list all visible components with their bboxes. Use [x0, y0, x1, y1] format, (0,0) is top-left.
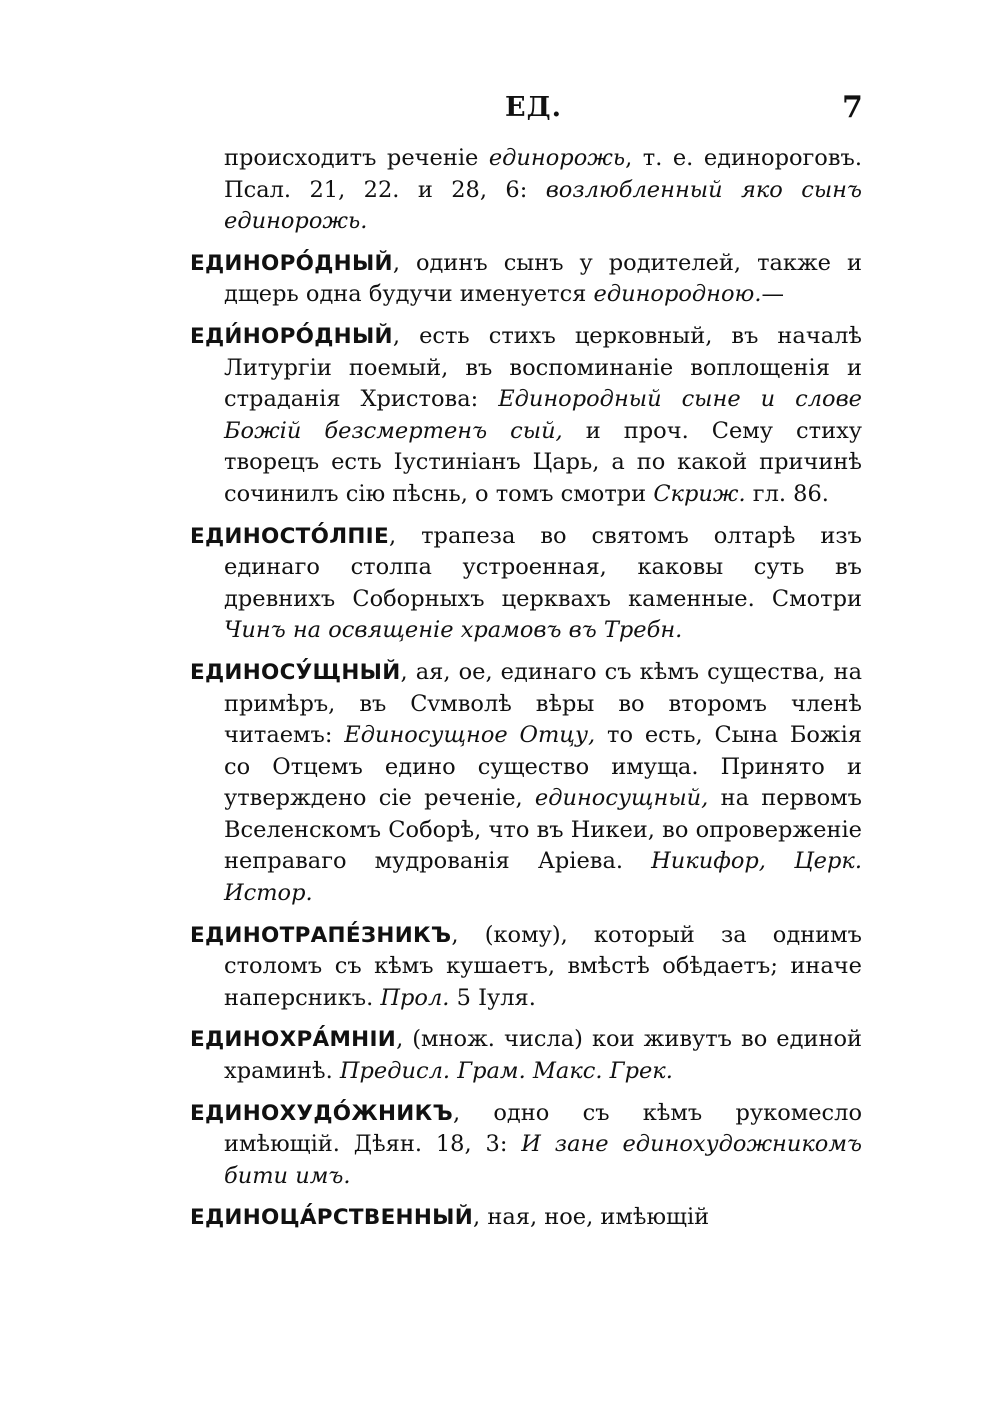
page-header — [0, 92, 1000, 132]
entry-text: на первомъ Вселенскомъ Соборѣ, что въ Никеи, во опроверженіе неправаго мудрованія Аріева. — [224, 785, 862, 875]
entry-headword: ЕДИНОХУДО́ЖНИКЪ — [190, 1100, 453, 1126]
entry-headword: ЕДИНОСТО́ЛПІЕ — [190, 523, 389, 549]
entry-citation: возлюбленный яко сынъ единорожь. — [224, 176, 862, 235]
entry-citation: Единородный сыне и слове Божій безсмертенъ сый, — [224, 386, 862, 444]
entry-citation: Единосущное Отцу, — [344, 722, 596, 749]
entry-text: , одно съ кѣмъ рукомесло имѣющій. Дѣян. 18, 3: — [224, 1099, 862, 1158]
entry-text: , одинъ сынъ у родителей, также и дщерь одна будучи именуется — [224, 249, 862, 308]
dictionary-entry — [190, 657, 862, 910]
running-head: ЕД. — [505, 92, 562, 123]
entry-citation: Скриж. — [653, 480, 746, 507]
dictionary-entry — [190, 248, 862, 311]
entry-text: , (множ. числа) кои живутъ во единой храминѣ. — [224, 1026, 862, 1085]
entry-text: гл. 86. — [745, 480, 829, 507]
entry-text: , ая, ое, единаго съ кѣмъ существа, на примѣръ, въ Сvмволѣ вѣры во второмъ членѣ читаемъ: — [224, 658, 862, 749]
page-number: 7 — [842, 90, 863, 125]
dictionary-entry — [190, 1024, 862, 1087]
dictionary-entry — [190, 920, 862, 1015]
dictionary-entry — [190, 1202, 862, 1234]
entry-headword: ЕДИНОСУ́ЩНЫЙ — [190, 659, 401, 685]
entry-text: , ная, ное, имѣющій — [473, 1204, 710, 1231]
entry-headword: ЕДИНОЦА́РСТВЕННЫЙ — [190, 1205, 474, 1231]
entry-citation: единородною. — [593, 281, 762, 308]
dictionary-entry — [190, 521, 862, 647]
entry-text: и проч. Сему стиху творецъ есть Іустиніанъ Царь, а по какой причинѣ сочинилъ сію пѣснь, о томъ смотри — [224, 417, 862, 507]
entry-citation: Прол. — [380, 984, 450, 1011]
entry-text: 5 Іуля. — [449, 984, 536, 1011]
entry-headword: ЕДИНОТРАПЕ́ЗНИКЪ — [190, 922, 452, 948]
dictionary-entry — [190, 1098, 862, 1193]
dictionary-entry — [190, 321, 862, 511]
entry-citation: Никифор, Церк. Истор. — [224, 848, 862, 907]
entry-headword: ЕДИ́НОРО́ДНЫЙ — [190, 323, 393, 349]
entry-citation: Чинъ на освященіе храмовъ въ Требн. — [224, 617, 683, 644]
entry-citation: Предисл. Грам. Макс. Грек. — [339, 1058, 673, 1085]
entry-headword: ЕДИНОРО́ДНЫЙ — [190, 250, 393, 276]
entry-text: происходитъ реченіе — [224, 145, 489, 171]
entry-text: , трапеза во святомъ олтарѣ изъ единаго столпа устроенная, каковы суть въ древнихъ Соборныхъ церквахъ каменные. Смотри — [224, 522, 862, 612]
entry-text: — — [761, 281, 784, 308]
entry-citation: И зане единохудожникомъ бити имъ. — [224, 1131, 862, 1189]
entry-text: , есть стихъ церковный, въ началѣ Литургіи поемый, въ воспоминаніе воплощенія и страданія Христова: — [224, 322, 862, 413]
entry-text: то есть, Сына Божія со Отцемъ едино существо имуща. Принято и утверждено сіе реченіе, — [224, 722, 862, 812]
dictionary-entries — [190, 143, 862, 1244]
entry-text: , т. е. единороговъ. Псал. 21, 22. и 28, 6: — [224, 145, 862, 203]
entry-text: , (кому), который за однимъ столомъ съ кѣмъ кушаетъ, вмѣстѣ обѣдаетъ; иначе наперсникъ. — [224, 921, 862, 1011]
entry-citation: единорожь — [488, 145, 626, 171]
dictionary-entry — [190, 143, 862, 238]
entry-citation: единосущный, — [534, 785, 709, 812]
entry-headword: ЕДИНОХРА́МНІИ — [190, 1027, 397, 1053]
